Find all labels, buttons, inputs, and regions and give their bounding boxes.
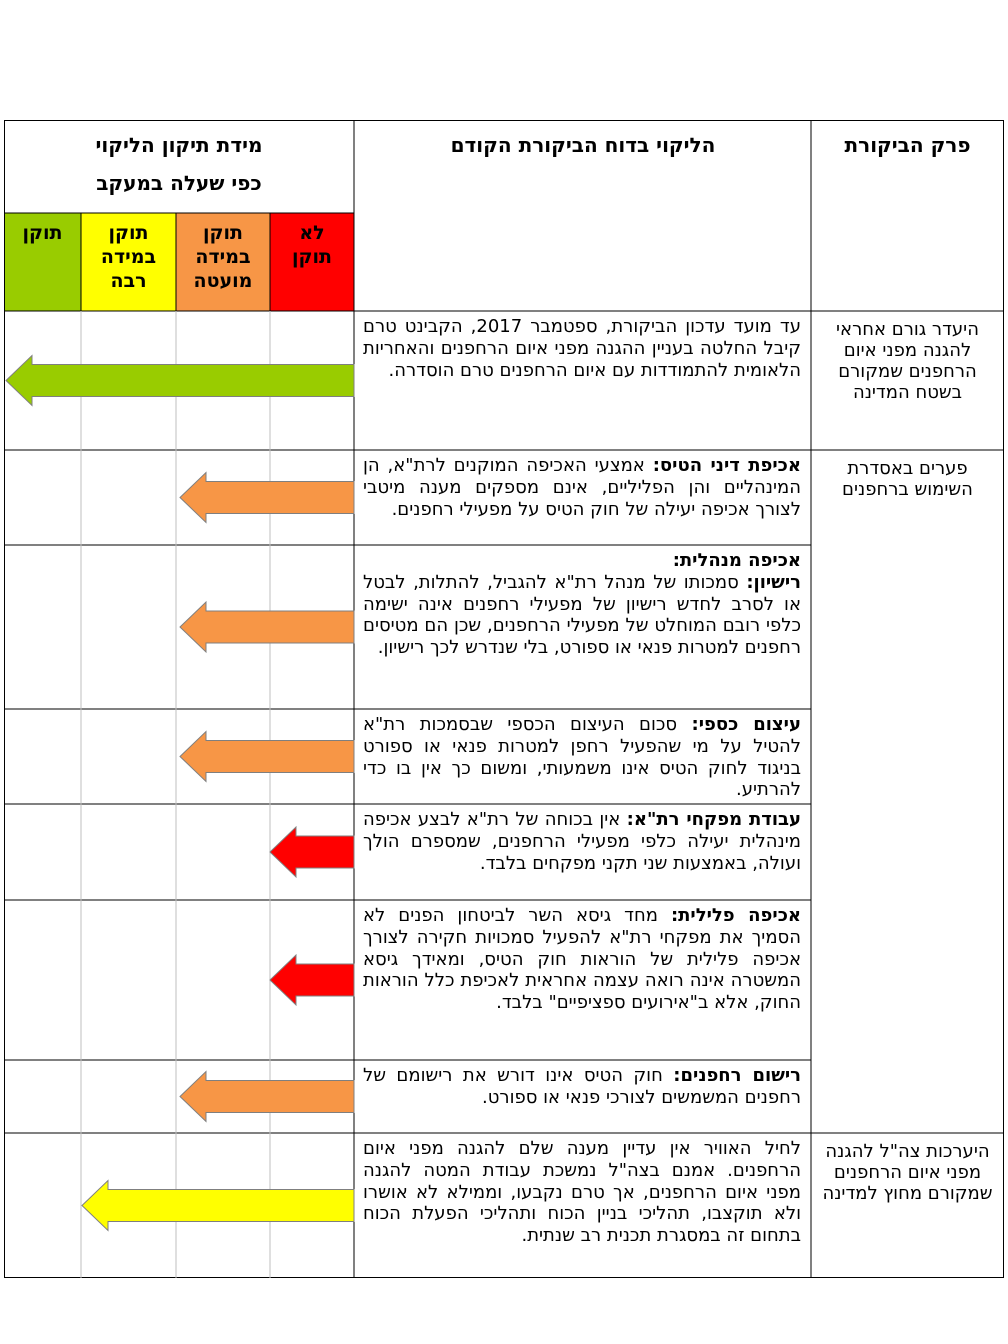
arrow-slightly-fixed [180, 473, 354, 523]
finding-text: אמצעי האכיפה המוקנים לרת"א, הן המינהליים והן הפליליים, אינם מספקים מענה מיטבי לצורך אכיפה יעילה של חוק הטיס על מפעילי רחפנים. [363, 455, 801, 520]
finding-row [355, 313, 811, 381]
header-chapter: פרק הביקורת [844, 133, 971, 157]
level-label-slightly-fixed: תוקן במידה מועטה [193, 222, 253, 292]
status-arrows [6, 356, 354, 1231]
arrow-not-fixed [270, 827, 354, 877]
finding-text: סמכותו של מנהל רת"א להגביל, להתלות, לבטל או לסרב לחדש רישיון של מפעילי רחפנים אינה ישימה כלפי רובם המוחלט של מפעילי הרחפנים, שכן הם מטיסים רחפנים למטרות פנאי או ספורט, בלי שנדרש לכך רישיון. [363, 571, 801, 659]
chapter-idf-readiness: היערכות צה"ל להגנה מפני איום הרחפנים שמקורם מחוץ למדינה [822, 1141, 993, 1204]
finding-title: אכיפת דיני הטיס: [652, 455, 801, 476]
arrow-slightly-fixed [180, 1072, 354, 1122]
finding-row [355, 806, 811, 874]
finding-text: חוק הטיס אינו דורש את רישומם של רחפנים המשמשים לצורכי פנאי או ספורט. [363, 1065, 801, 1108]
chapter-regulation-gaps: פערים באסדרת השימוש ברחפנים [842, 458, 973, 500]
header-status-line1: מידת תיקון הליקוי [95, 133, 263, 157]
finding-title: עיצום כספי: [691, 714, 801, 735]
finding-row [355, 711, 811, 801]
finding-text: עד מועד עדכון הביקורת, ספטמבר 2017, הקבינט טרם קיבל החלטה בעניין ההגנה מפני איום הרחפנים והאחריות הלאומית להתמודדות עם איום הרחפנים טרם הוסדרה. [363, 316, 801, 381]
level-label-not-fixed: לא תוקן [291, 222, 332, 268]
finding-title: רישיון: [746, 571, 801, 593]
finding-row [355, 1135, 811, 1247]
arrow-not-fixed [270, 955, 354, 1005]
finding-text: לחיל האוויר אין עדיין מענה שלם להגנה מפני איום הרחפנים. אמנם בצה"ל נמשכת עבודת המטה להגנה מפני איום הרחפנים, אך טרם נקבעו, וממילא לא אושרו ולא תוקצבו, תהליכי בניין הכוח ותהליכי הפעלת הכוח בתחום זה במסגרת תכנית רב שנתית. [363, 1138, 801, 1247]
chapter-no-responsible-body: היעדר גורם אחראי להגנה מפני איום הרחפנים שמקורם בשטח המדינה [836, 319, 979, 403]
finding-title: אכיפה פלילית: [670, 905, 801, 926]
arrow-fixed [6, 356, 354, 406]
finding-text: מחד גיסא השר לביטחון הפנים לא הסמיך את מפקחי רת"א להפעיל סמכויות חקירה לצורך אכיפה פלילית של הוראות חוק הטיס, ומאידך גיסא המשטרה אינה רואה עצמה אחראית לאכיפת כלל הוראות החוק, אלא ב"אירועים ספציפיים" בלבד. [363, 905, 801, 1014]
finding-row [355, 902, 811, 1014]
arrow-slightly-fixed [180, 602, 354, 652]
finding-title: עבודת מפקחי רת"א: [626, 809, 801, 830]
finding-text: סכום העיצום הכספי שבסמכות רת"א להטיל על מי שהפעיל רחפן למטרות פנאי או ספורט בניגוד לחוק הטיס אינו משמעותי, ומשום כך אין בו כדי להרתיע. [363, 714, 801, 801]
level-label-fixed: תוקן [22, 222, 63, 244]
finding-text: אין בכוחה של רת"א לבצע אכיפה מינהלית יעילה כלפי מפעילי הרחפנים, שמספרם הולך ועולה, באמצעות שני תקני מפקחים בלבד. [363, 809, 801, 874]
header-status-line2: כפי שעלה במעקב [96, 171, 262, 195]
finding-row [355, 547, 811, 659]
level-label-largely-fixed: תוקן במידה רבה [100, 222, 157, 292]
arrow-slightly-fixed [180, 732, 354, 782]
finding-row [355, 1062, 811, 1109]
arrow-largely-fixed [82, 1181, 354, 1231]
findings-table [4, 120, 1004, 1278]
header-finding: הליקוי בדוח הביקורת הקודם [450, 133, 716, 157]
finding-heading: אכיפה מנהלית: [672, 550, 801, 571]
finding-row [355, 452, 811, 520]
finding-title: רישום רחפנים: [673, 1065, 801, 1086]
